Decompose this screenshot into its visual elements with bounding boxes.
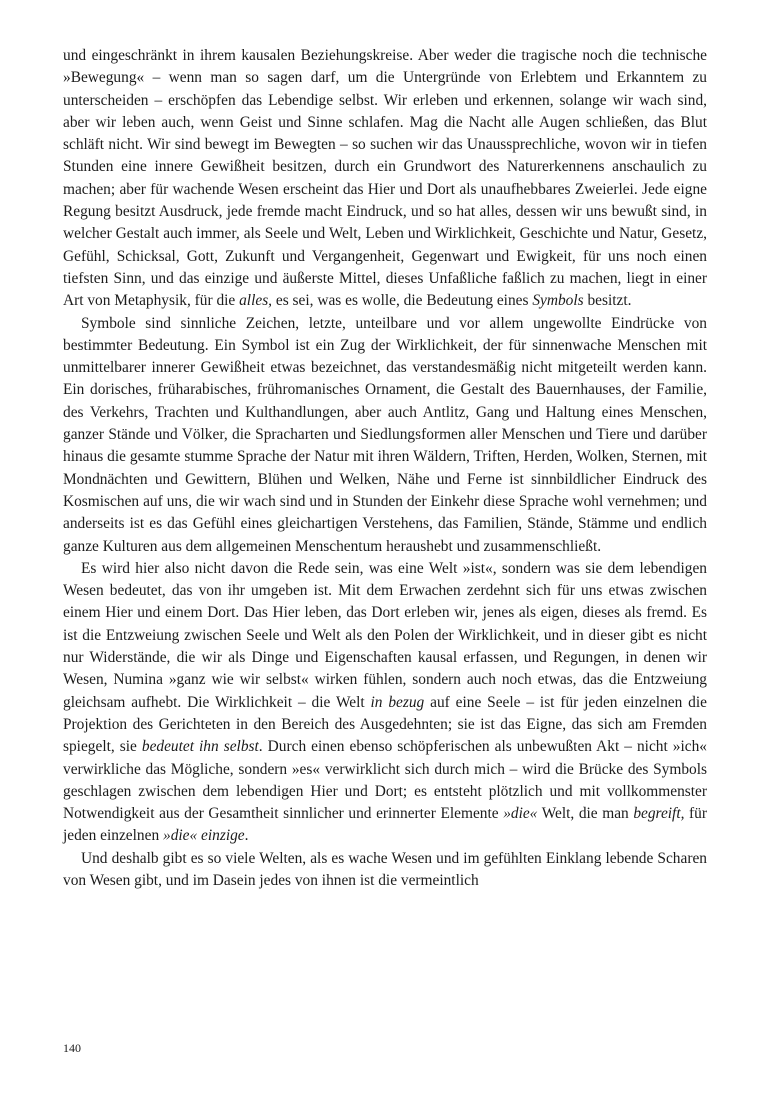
- text-run: Und deshalb gibt es so viele Welten, als es wache Wesen und im gefühlten Einklang lebende Scharen von Wesen gibt, und im Dasein jedes von ihnen ist die vermeintlich: [63, 849, 707, 889]
- emphasized-text: Symbols: [532, 292, 584, 310]
- text-run: besitzt.: [583, 292, 632, 310]
- text-run: Es wird hier also nicht davon die Rede sein, was eine Welt »ist«, sondern was sie dem lebendigen Wesen bedeutet, das von ihr umgeben ist. Mit dem Erwachen zerdehnt sich für uns etwas zwischen einem Hier und einem Dort. Das Hier leben, das Dort erleben wir, jenes als eigen, dieses als fremd. Es ist die Entzweiung zwischen Seele und Welt als den Polen der Wirklichkeit, und in dieser gibt es nicht nur Widerstände, die wir als Dinge und Eigenschaften kausal erfassen, und Regungen, in denen wir Wesen, Numina »ganz wie wir selbst« wirken fühlen, sondern auch noch etwas, das die Entzweiung gleichsam aufhebt. Die Wirklichkeit – die Welt: [63, 559, 707, 711]
- text-run: für jeden einzelnen: [63, 805, 708, 845]
- emphasized-text: »die«: [503, 805, 538, 823]
- paragraph-1: [63, 45, 707, 313]
- emphasized-text: alles,: [239, 292, 273, 310]
- text-run: auf eine Seele – ist für jeden einzelnen die Projektion des Gerichteten in den Bereich des Ausgedehnten; sie ist das Eigne, das sich am Fremden spiegelt, sie: [63, 693, 707, 756]
- page-number: 140: [63, 1041, 81, 1055]
- emphasized-text: begreift,: [633, 805, 685, 823]
- paragraph-2: [63, 313, 707, 558]
- page-body: [63, 45, 707, 892]
- text-run: Welt, die man: [537, 805, 634, 823]
- emphasized-text: bedeutet ihn selbst: [141, 738, 259, 756]
- emphasized-text: »die« einzige: [163, 827, 245, 845]
- paragraph-4: [63, 848, 707, 893]
- text-run: es sei, was es wolle, die Bedeutung eines: [272, 292, 533, 310]
- paragraph-3: [63, 558, 707, 848]
- text-run: und eingeschränkt in ihrem kausalen Beziehungskreise. Aber weder die tragische noch die technische »Bewegung« – wenn man so sagen darf, um die Untergründe von Erlebtem und Erkanntem zu unterscheiden – erschöpfen das Lebendige selbst. Wir erleben und erkennen, solange wir wach sind, aber wir leben auch, wenn Geist und Sinne schlafen. Mag die Nacht alle Augen schließen, das Blut schläft nicht. Wir sind bewegt im Bewegten – so suchen wir das Unaussprechliche, wovon wir in tiefen Stunden eine innere Gewißheit besitzen, durch ein Grundwort des Naturerkennens anschaulich zu machen; aber für wachende Wesen erscheint das Hier und Dort als unaufhebbares Zweierlei. Jede eigne Regung besitzt Ausdruck, jede fremde macht Eindruck, und so hat alles, dessen wir uns bewußt sind, in welcher Gestalt auch immer, als Seele und Welt, Leben und Wirklichkeit, Geschichte und Natur, Gesetz, Gefühl, Schicksal, Gott, Zukunft und Vergangenheit, Gegenwart und Ewigkeit, für uns noch einen tiefsten Sinn, und das einzige und äußerste Mittel, dieses Unfaßliche faßlich zu machen, liegt in einer Art von Metaphysik, für die: [63, 47, 707, 310]
- text-run: .: [244, 827, 249, 845]
- emphasized-text: in bezug: [370, 693, 425, 711]
- text-run: Symbole sind sinnliche Zeichen, letzte, unteilbare und vor allem ungewollte Eindrücke von bestimmter Bedeutung. Ein Symbol ist ein Zug der Wirklichkeit, der für sinnenwache Menschen mit unmittelbarer innerer Gewißheit etwas bezeichnet, das verstandesmäßig nicht mitgeteilt werden kann. Ein dorisches, früharabisches, frühromanisches Ornament, die Gestalt des Bauernhauses, der Familie, des Verkehrs, Trachten und Kulthandlungen, aber auch Antlitz, Gang und Haltung eines Menschen, ganzer Stände und Völker, die Spracharten und Siedlungsformen aller Menschen und Tiere und darüber hinaus die gesamte stumme Sprache der Natur mit ihren Wäldern, Triften, Herden, Wolken, Sternen, mit Mondnächten und Gewittern, Blühen und Welken, Nähe und Ferne ist sinnbildlicher Eindruck des Kosmischen auf uns, die wir wach sind und in Stunden der Einkehr diese Sprache wohl vernehmen; und anderseits ist es das Gefühl eines gleichartigen Verstehens, das Familien, Stände, Stämme und endlich ganze Kulturen aus dem allgemeinen Menschentum heraushebt und zusammenschließt.: [63, 314, 707, 555]
- text-run: . Durch einen ebenso schöpferischen als unbewußten Akt – nicht »ich« verwirkliche das Mögliche, sondern »es« verwirklicht sich durch mich – wird die Brücke des Symbols geschlagen zwischen dem lebendigen Hier und Dort; es entsteht plötzlich und mit vollkommenster Notwendigkeit aus der Gesamtheit sinnlicher und erinnerter Elemente: [63, 738, 707, 823]
